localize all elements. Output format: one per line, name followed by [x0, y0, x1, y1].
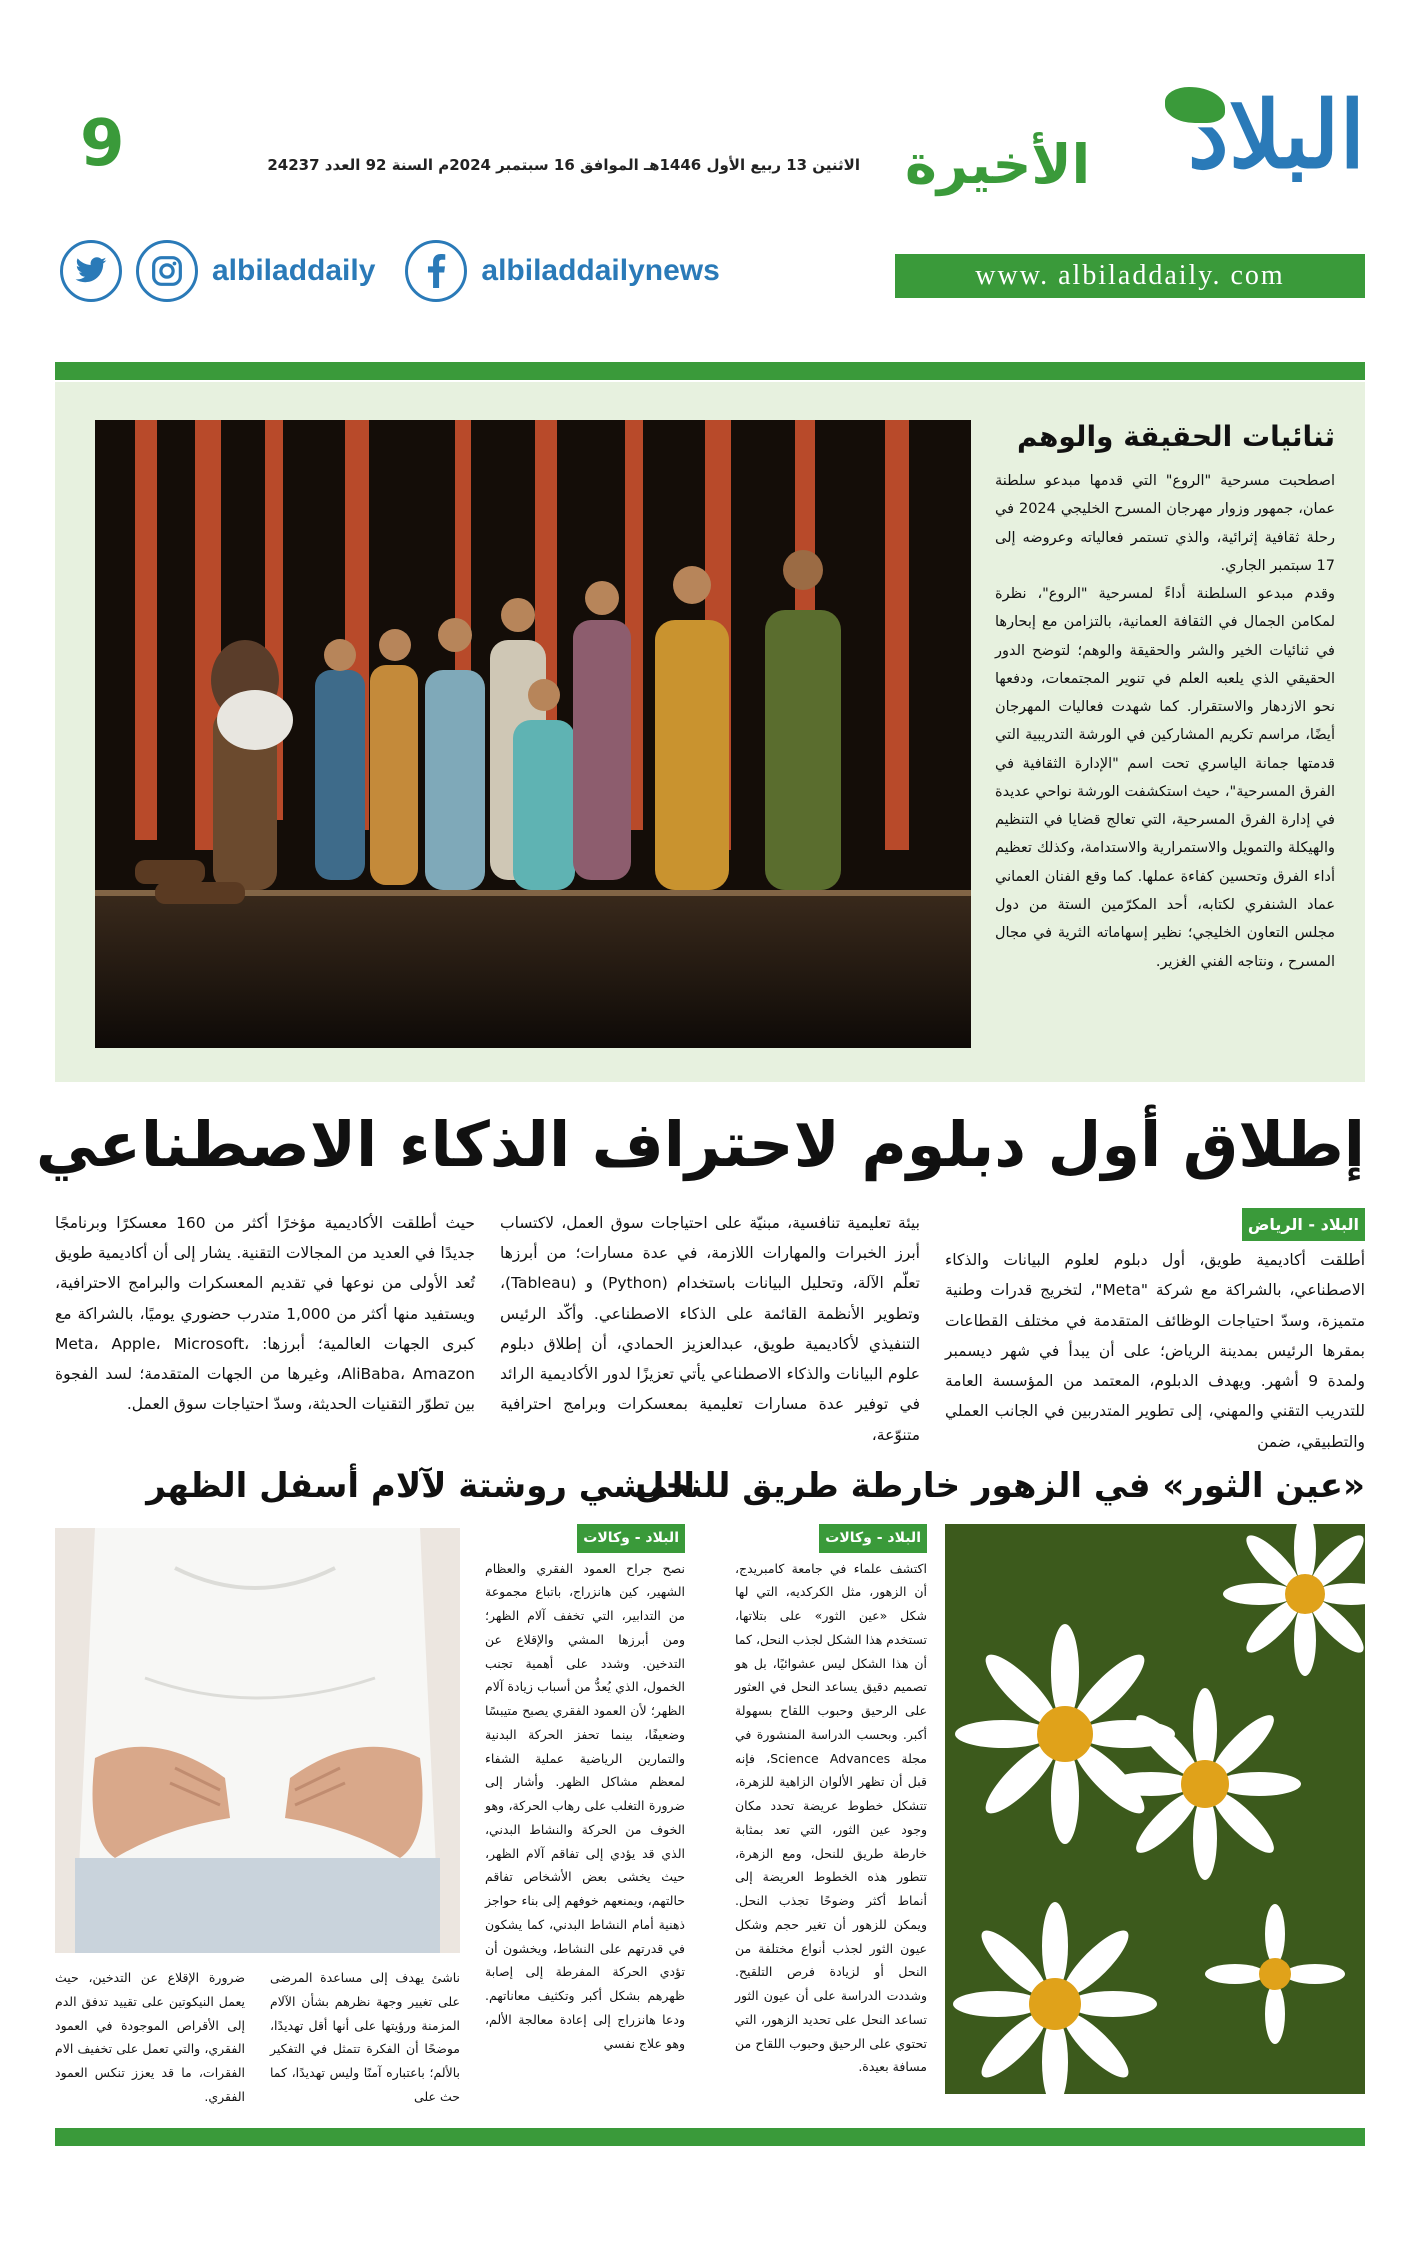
feature-paragraph: اصطحبت مسرحية "الروع" التي قدمها مبدعو سلطنة عمان، جمهور وزوار مهرجان المسرح الخليجي 2024 في رحلة ثقافية إثرائية، والذي تستمر فعالياته وعروضه إلى 17 سبتمبر الجاري.	[995, 473, 1335, 574]
theater-photo	[95, 420, 971, 1048]
ai-article-col-2	[500, 1208, 920, 1450]
back-article-col-2	[270, 1966, 460, 2109]
back-pain-photo	[55, 1528, 460, 1953]
logo-main-text: البلاد	[1187, 81, 1365, 189]
bee-article-body	[735, 1524, 927, 2079]
website-url[interactable]: www. albiladdaily. com	[895, 254, 1365, 298]
back-article-col-3	[55, 1966, 245, 2109]
bottom-divider	[55, 2128, 1365, 2146]
ai-article-col-3	[55, 1208, 475, 1420]
dateline: الاثنين 13 ربيع الأول 1446هـ الموافق 16 سبتمبر 2024م السنة 92 العدد 24237	[267, 156, 860, 174]
back-article-headline: المشي روشتة لآلام أسفل الظهر	[146, 1466, 695, 1506]
feature-article	[995, 420, 1335, 976]
main-headline: إطلاق أول دبلوم لاحتراف الذكاء الاصطناعي	[35, 1108, 1365, 1181]
bee-article-headline: «عين الثور» في الزهور خارطة طريق للنحل	[635, 1466, 1365, 1506]
back-article-col-1	[485, 1524, 685, 2055]
feature-box	[55, 382, 1365, 1082]
newspaper-logo[interactable]	[895, 81, 1375, 205]
feature-paragraph: وقدم مبدعو السلطنة أداءً لمسرحية "الروع"، نظرة لمكامن الجمال في الثقافة العمانية، بالتزامن مع إبحارها في ثنائيات الخير والشر والحقيقة والوهم؛ لتوضح الدور الحقيقي الذي يلعبه العلم في تنوير المجتمعات، ودفعها نحو الازدهار والاستقرار. كما شهدت فعاليات المهرجان أيضًا، مراسم تكريم المشاركين في الورشة التدريبية التي قدمتها جمانة الياسري تحت اسم "الإدارة الثقافية في الفرق المسرحية"، حيث استكشفت الورشة نواحي عديدة في إدارة الفرق المسرحية، التي تعالج قضايا في التنظيم والهيكلة والتمويل والاستمرارية والاستدامة، وكذلك تعظيم أداء الفرق وتحسين كفاءة عملها. كما وقع الفنان العماني عماد الشنفري لكتابه، أحد المكرّمين الستة من دول مجلس التعاون الخليجي؛ نظير إسهاماته الثرية في مجال المسرح ، ونتاجه الفني الغزير.	[995, 586, 1335, 970]
page-number: 9	[80, 107, 125, 181]
feature-title: ثنائيات الحقيقة والوهم	[1017, 420, 1335, 453]
instagram-twitter-handle[interactable]: albiladdaily	[212, 254, 376, 287]
logo-sub-text: الأخيرة	[905, 133, 1091, 196]
article-paragraph: أطلقت أكاديمية طويق، أول دبلوم لعلوم البيانات والذكاء الاصطناعي، بالشراكة مع شركة "Meta"، لتخريج قدرات وطنية متميزة، وسدّ احتياجات الوظائف المتقدمة في مختلف القطاعات بمقرها الرئيس بمدينة الرياض؛ على أن يبدأ في شهر ديسمبر ولمدة 9 أشهر. ويهدف الدبلوم، المعتمد من المؤسسة العامة للتدريب التقني والمهني، إلى تطوير المتدربين في الجانب العملي والتطبيقي، ضمن	[945, 1251, 1366, 1451]
article-paragraph: اكتشف علماء في جامعة كامبريدج، أن الزهور، مثل الكركديه، التي لها شكل «عين الثور» على بتلاتها، تستخدم هذا الشكل لجذب النحل، كما أن هذا الشكل ليس عشوائيًا، بل هو تصميم دقيق يساعد النحل في العثور على الرحيق وحبوب اللقاح بسهولة أكبر. وبحسب الدراسة المنشورة في مجلة Science Advances، فإنه قبل أن تظهر الألوان الزاهية للزهرة، تتشكل خطوط عريضة تحدد مكان وجود عين الثور، التي تعد بمثابة خارطة طريق للنحل، ومع الزهرة، تتطور هذه الخطوط العريضة إلى أنماط أكثر وضوحًا تجذب النحل. ويمكن للزهور أن تغير حجم وشكل عيون الثور لجذب أنواع مختلفة من النحل أو لزيادة فرص التلقيح. وشددت الدراسة على أن عيون الثور تساعد النحل على تحديد الزهور، التي تحتوي على الرحيق وحبوب اللقاح من مسافة بعيدة.	[735, 1560, 927, 2075]
daisy-photo	[945, 1524, 1365, 2094]
social-links	[60, 240, 720, 302]
article-paragraph: ضرورة الإقلاع عن التدخين، حيث يعمل النيكوتين على تقييد تدفق الدم إلى الأقراص الموجودة في العمود الفقري، والتي تعمل على تخفيف الام الفقرات، ما قد يعزز تنكس العمود الفقري.	[55, 1970, 245, 2104]
article-paragraph: بيئة تعليمية تنافسية، مبنيّة على احتياجات سوق العمل، لاكتساب أبرز الخبرات والمهارات اللازمة، في عدة مسارات؛ من أبرزها تعلّم الآلة، وتحليل البيانات باستخدام (Python) و (Tableau)، وتطوير الأنظمة القائمة على الذكاء الاصطناعي. وأكّد الرئيس التنفيذي لأكاديمية طويق، عبدالعزيز الحمادي، أن إطلاق دبلوم علوم البيانات والذكاء الاصطناعي يأتي تعزيزًا لدور الأكاديمية الرائد في توفير عدة مسارات تعليمية بمعسكرات وبرامج احترافية متنوّعة،	[500, 1214, 921, 1444]
twitter-icon[interactable]	[60, 240, 122, 302]
facebook-handle[interactable]: albiladdailynews	[481, 254, 720, 287]
source-tag: البلاد - وكالات	[819, 1524, 927, 1553]
source-tag: البلاد - وكالات	[577, 1524, 685, 1553]
ai-article-col-1	[945, 1208, 1365, 1457]
article-paragraph: ناشئ يهدف إلى مساعدة المرضى على تغيير وجهة نظرهم بشأن الآلام المزمنة ورؤيتها على أنها أقل تهديدًا، موضحًا أن الفكرة تتمثل في التفكير بالألم؛ باعتباره آمنًا وليس تهديدًا، كما حث على	[270, 1970, 460, 2104]
facebook-icon[interactable]	[405, 240, 467, 302]
instagram-icon[interactable]	[136, 240, 198, 302]
source-tag: البلاد - الرياض	[1242, 1208, 1365, 1241]
article-paragraph: نصح جراح العمود الفقري والعظام الشهير، كين هانزراج، باتباع مجموعة من التدابير، التي تخفف آلام الظهر؛ ومن أبرزها المشي والإقلاع عن التدخين. وشدد على أهمية تجنب الخمول، الذي يُعدُّ من أسباب زيادة آلام الظهر؛ لأن العمود الفقري يصبح متيبسًا وضعيفًا، بينما تحفز الحركة البدنية والتمارين الرياضية عملية الشفاء لمعظم مشاكل الظهر. وأشار إلى ضرورة التغلب على رهاب الحركة، وهو الخوف من الحركة والنشاط البدني، الذي قد يؤدي إلى تفاقم آلام الظهر، حيث يخشى بعض الأشخاص تفاقم حالتهم، ويمنعهم خوفهم إلى بناء حواجز ذهنية أمام النشاط البدني، كما يشكون في قدرتهم على النشاط، ويخشون أن تؤدي الحركة المفرطة إلى إصابة ظهرهم بشكل أكبر وتكثيف معاناتهم. ودعا هانزراج إلى إعادة معالجة الألم، وهو علاج نفسي	[485, 1560, 685, 2051]
top-divider	[55, 362, 1365, 380]
article-paragraph: حيث أطلقت الأكاديمية مؤخرًا أكثر من 160 معسكرًا وبرنامجًا جديدًا في العديد من المجالات التقنية. يشار إلى أن أكاديمية طويق تُعد الأولى من نوعها في تقديم المعسكرات والبرامج الاحترافية، ويستفيد منها أكثر من 1,000 متدرب حضوري يوميًا، بالشراكة مع كبرى الجهات العالمية؛ أبرزها: Meta، Apple، Microsoft، AliBaba، Amazon، وغيرها من الجهات المتقدمة؛ لسد الفجوة بين تطوّر التقنيات الحديثة، وسدّ احتياجات سوق العمل.	[55, 1214, 475, 1414]
